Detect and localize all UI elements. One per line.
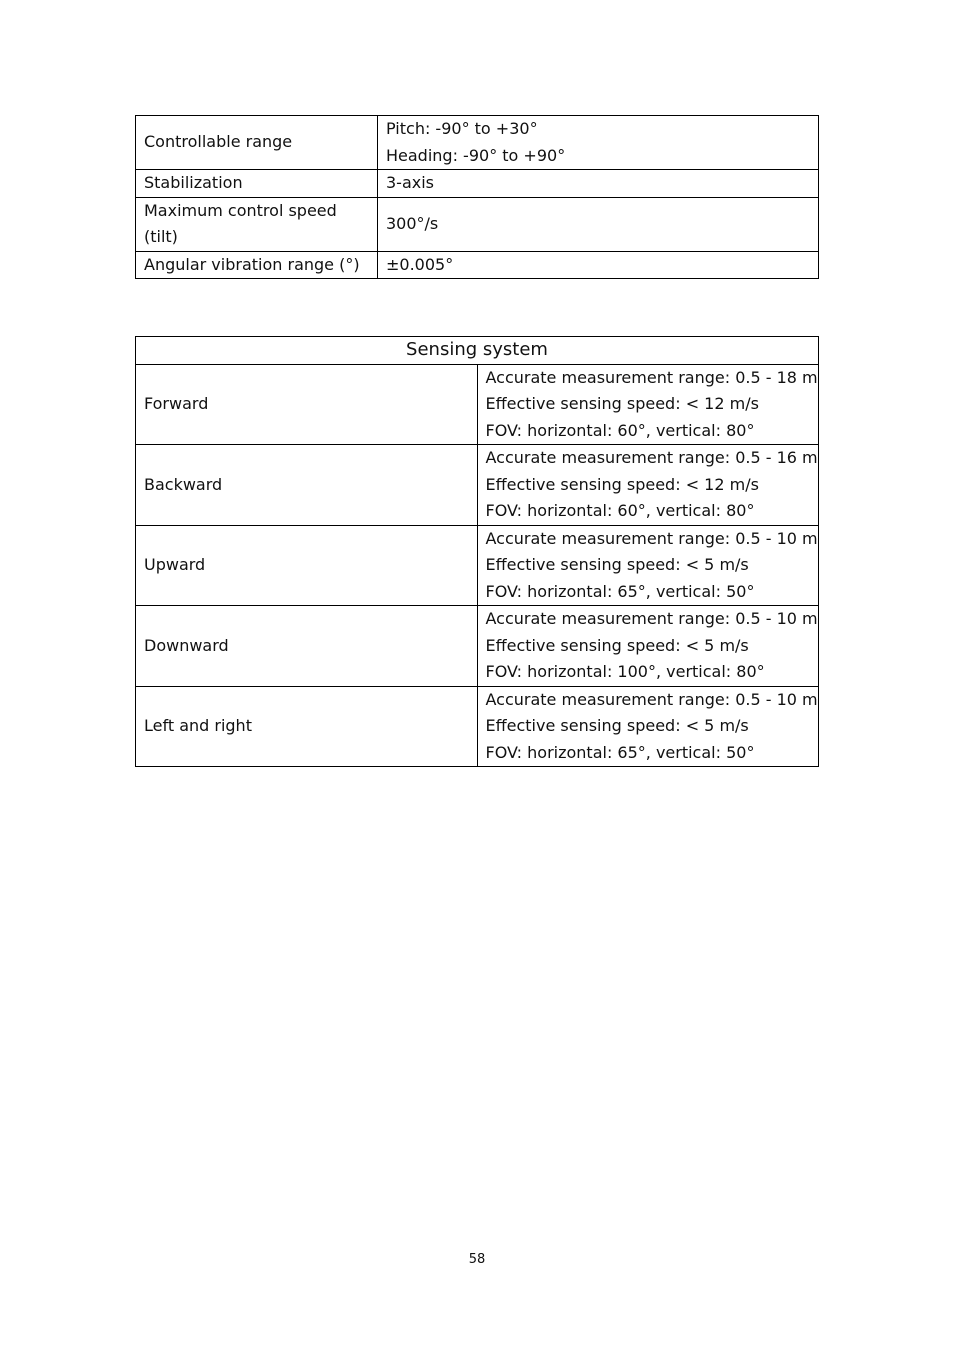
table-row	[136, 525, 819, 606]
spec-value	[378, 170, 819, 198]
table-row	[136, 170, 819, 198]
spec-value-line: 3-axis	[386, 173, 435, 192]
spec-value-line: Accurate measurement range: 0.5 - 16 m	[485, 448, 818, 467]
table-row	[136, 116, 819, 170]
spec-label: Forward	[136, 364, 478, 445]
spec-value-line: FOV: horizontal: 65°, vertical: 50°	[485, 742, 755, 762]
spec-value	[378, 116, 819, 170]
spec-value	[477, 364, 819, 445]
spec-value-line: FOV: horizontal: 60°, vertical: 80°	[485, 420, 755, 440]
table-row	[136, 686, 819, 767]
spec-value-line: ±0.005°	[386, 254, 454, 274]
table-row	[136, 251, 819, 279]
spec-value-line: Effective sensing speed: < 5 m/s	[485, 555, 749, 574]
spec-value-line: Effective sensing speed: < 5 m/s	[485, 716, 749, 735]
spec-label: Upward	[136, 525, 478, 606]
spec-value-line: Accurate measurement range: 0.5 - 10 m	[485, 689, 818, 709]
table-header-row	[136, 337, 819, 365]
spec-label: Backward	[136, 445, 478, 526]
table-row	[136, 197, 819, 251]
spec-value	[477, 445, 819, 526]
spec-label: Controllable range	[136, 116, 378, 170]
spec-label: Downward	[136, 606, 478, 687]
spec-value	[477, 525, 819, 606]
section-title: Sensing system	[136, 337, 819, 365]
spec-label: Angular vibration range (°)	[136, 251, 378, 279]
spec-value-line: FOV: horizontal: 60°, vertical: 80°	[485, 501, 755, 520]
spec-value	[477, 606, 819, 687]
spec-value-line: Pitch: -90° to +30°	[386, 119, 538, 138]
spec-label-text: Maximum control speed (tilt)	[144, 200, 337, 246]
spec-label	[136, 197, 378, 251]
spec-value-line: Effective sensing speed: < 12 m/s	[485, 394, 759, 413]
spec-value-line: Accurate measurement range: 0.5 - 10 m	[485, 609, 818, 628]
page-number: 58	[468, 1252, 486, 1267]
gimbal-spec-table	[135, 115, 819, 279]
spec-value-line: Heading: -90° to +90°	[386, 145, 566, 165]
spec-value-line: Accurate measurement range: 0.5 - 10 m	[485, 528, 818, 548]
spec-value-line: FOV: horizontal: 100°, vertical: 80°	[485, 662, 765, 681]
table-row	[136, 445, 819, 526]
spec-value-line: FOV: horizontal: 65°, vertical: 50°	[485, 581, 755, 601]
spec-value	[477, 686, 819, 767]
spec-value	[378, 251, 819, 279]
table-row	[136, 606, 819, 687]
table-row	[136, 364, 819, 445]
spec-label: Left and right	[136, 686, 478, 767]
spec-value-line: Accurate measurement range: 0.5 - 18 m	[485, 367, 818, 387]
spec-value-line: Effective sensing speed: < 12 m/s	[485, 474, 759, 494]
sensing-system-table	[135, 336, 819, 767]
spec-value-line: Effective sensing speed: < 5 m/s	[485, 635, 749, 655]
spec-value-line: 300°/s	[386, 213, 439, 233]
spec-label: Stabilization	[136, 170, 378, 198]
spec-value	[378, 197, 819, 251]
